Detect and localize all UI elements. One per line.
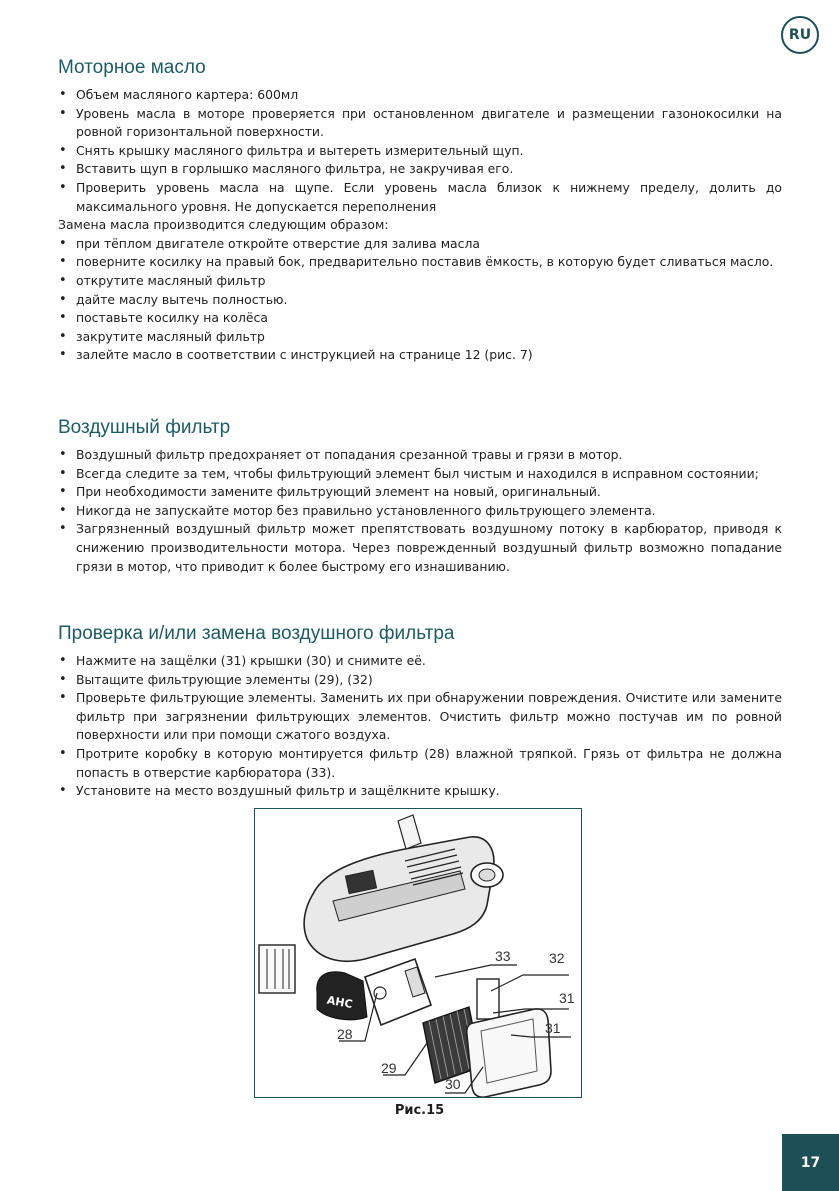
callout-30: 30: [445, 1076, 461, 1092]
list-item: • открутите масляный фильтр: [58, 272, 782, 291]
callout-31-top: 31: [559, 990, 575, 1006]
callout-28: 28: [337, 1026, 353, 1042]
list-item: • При необходимости замените фильтрующий элемент на новый, оригинальный.: [58, 483, 782, 502]
list-item: • залейте масло в соответствии с инструкцией на странице 12 (рис. 7): [58, 346, 782, 365]
list-item: • поставьте косилку на колёса: [58, 309, 782, 328]
list-item: • Всегда следите за тем, чтобы фильтрующий элемент был чистым и находился в исправном состоянии;: [58, 465, 782, 484]
figure-caption: Рис.15: [394, 1103, 445, 1118]
callout-32: 32: [549, 950, 565, 966]
filter-check-list: [58, 652, 782, 801]
list-item: • закрутите масляный фильтр: [58, 328, 782, 347]
list-item: • Вытащите фильтрующие элементы (29), (32): [58, 671, 782, 690]
list-item: • Нажмите на защёлки (31) крышки (30) и снимите её.: [58, 652, 782, 671]
section-title-filter-check: Проверка и/или замена воздушного фильтра: [58, 623, 455, 644]
callout-33: 33: [495, 948, 511, 964]
grille-shape: [259, 945, 295, 993]
list-item: • Протрите коробку в которую монтируется фильтр (28) влажной тряпкой. Грязь от фильтра не должна попасть в отверстие карбюратора (33).: [58, 745, 782, 782]
callout-29: 29: [381, 1060, 397, 1076]
list-item: • Проверьте фильтрующие элементы. Заменить их при обнаружении повреждения. Очистите или замените фильтр при загрязнении фильтрующих элементов. Очистить фильтр можно постучав им по ровной поверхности или при помощи сжатого воздуха.: [58, 689, 782, 745]
list-item: • при тёплом двигателе откройте отверстие для залива масла: [58, 235, 782, 254]
oil-cap-inner: [479, 869, 495, 881]
section-title-engine-oil: Моторное масло: [58, 57, 206, 78]
list-item: • Уровень масла в моторе проверяется при остановленном двигателе и размещении газонокосилки на ровной горизонтальной поверхности.: [58, 105, 782, 142]
handle-strap-shape: [398, 815, 421, 849]
list-item: • Проверить уровень масла на щупе. Если уровень масла близок к нижнему пределу, долить до максимального уровня. Не допускается переполнения: [58, 179, 782, 216]
list-item: • Объем масляного картера: 600мл: [58, 86, 782, 105]
engine-illustration: [255, 809, 581, 1097]
language-badge: RU: [781, 16, 819, 54]
list-item: • Снять крышку масляного фильтра и вытереть измерительный щуп.: [58, 142, 782, 161]
figure-air-filter-illustration: [254, 808, 582, 1098]
list-item: • поверните косилку на правый бок, предварительно поставив ёмкость, в которую будет сливаться масло.: [58, 253, 782, 272]
list-item: • Установите на место воздушный фильтр и защёлкните крышку.: [58, 782, 782, 801]
callout-31-bottom: 31: [545, 1020, 561, 1036]
list-item: • Никогда не запускайте мотор без правильно установленного фильтрующего элемента.: [58, 502, 782, 521]
list-item: • Воздушный фильтр предохраняет от попадания срезанной травы и грязи в мотор.: [58, 446, 782, 465]
engine-label: AHC: [325, 993, 354, 1011]
list-item: • Вставить щуп в горлышко масляного фильтра, не закручивая его.: [58, 160, 782, 179]
engine-oil-list: [58, 86, 782, 365]
list-item: • Загрязненный воздушный фильтр может препятствовать воздушному потоку в карбюратор, приводя к снижению производительности мотора. Через поврежденный воздушный фильтр возможно попадание грязи в мотор, что приводит к более быстрому его изнашиванию.: [58, 520, 782, 576]
filter-cover-shape: [467, 1009, 551, 1097]
list-item: • дайте маслу вытечь полностью.: [58, 291, 782, 310]
air-filter-list: [58, 446, 782, 576]
section-title-air-filter: Воздушный фильтр: [58, 417, 231, 438]
page-number: 17: [782, 1134, 839, 1191]
oil-change-intro: Замена масла производится следующим образом:: [58, 217, 389, 233]
